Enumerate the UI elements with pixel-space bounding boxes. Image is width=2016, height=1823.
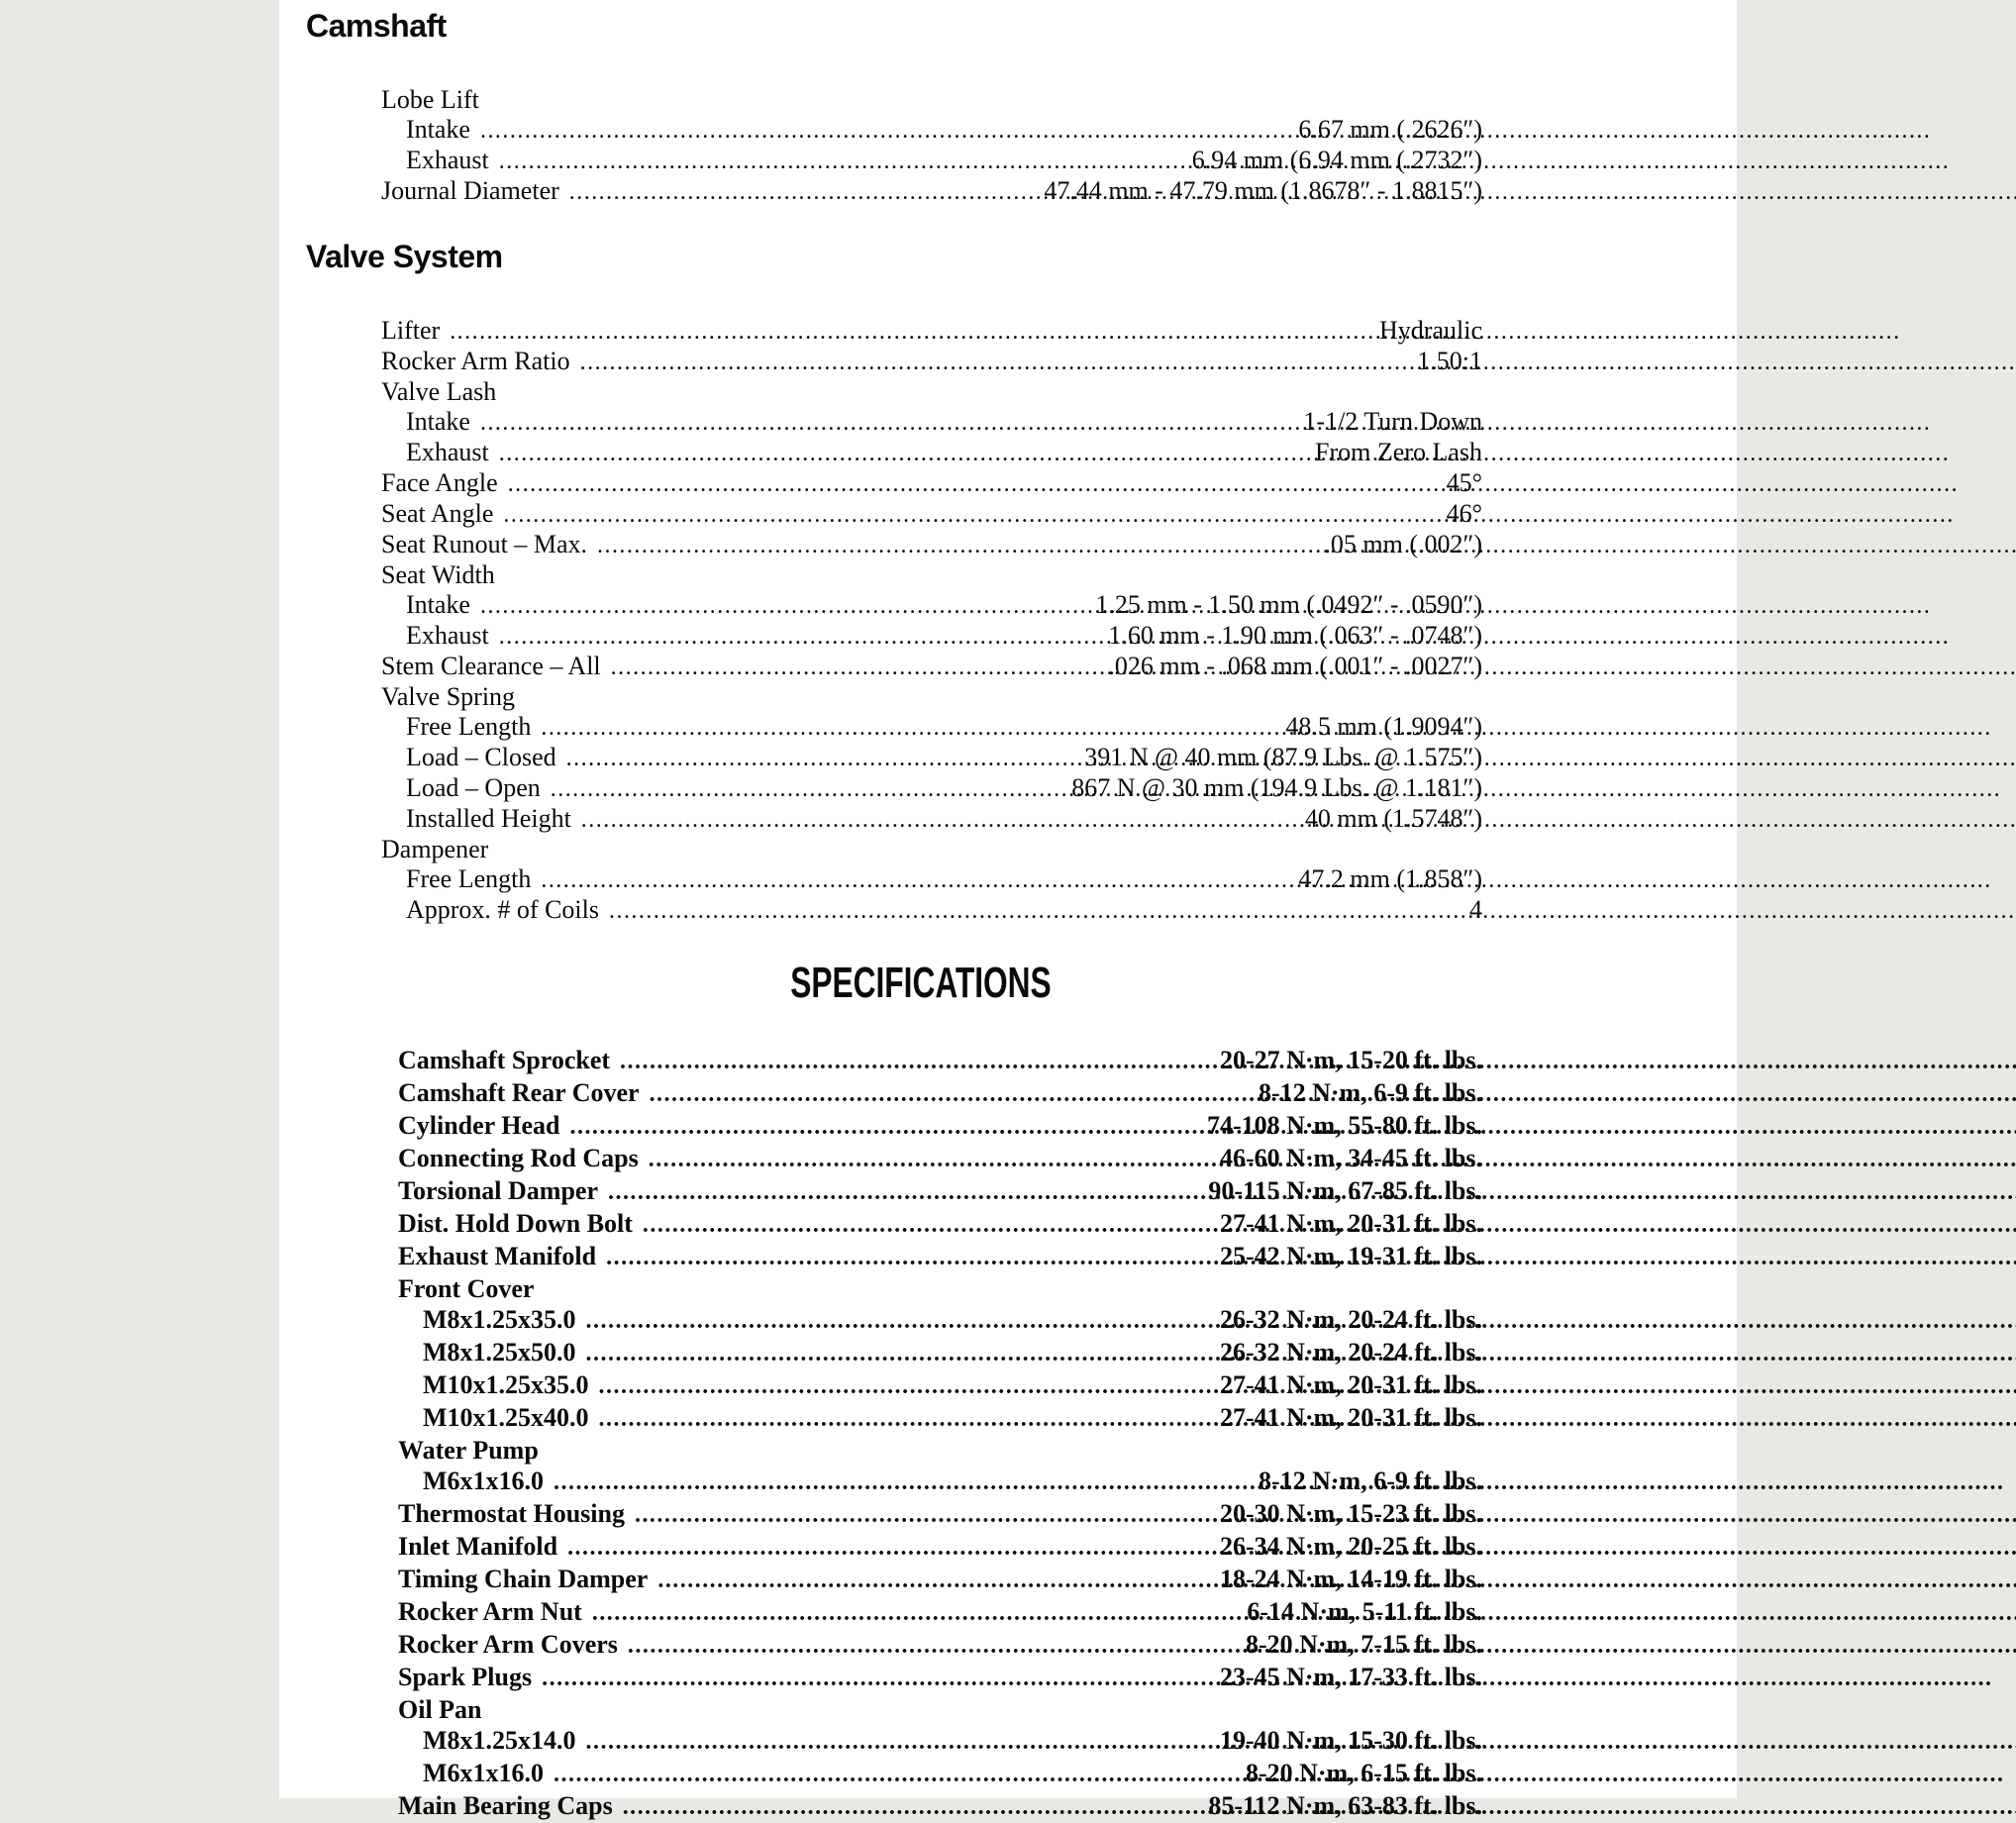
spec-value: 8-20 N·m, 7-15 ft. lbs.: [1245, 1630, 1482, 1659]
spec-row: [381, 115, 1482, 146]
spec-value: 1-1/2 Turn Down: [1303, 407, 1482, 436]
spec-value: 8-12 N·m, 6-9 ft. lbs.: [1258, 1078, 1482, 1107]
spec-value: 85-112 N·m, 63-83 ft. lbs.: [1208, 1791, 1482, 1820]
spec-row: [381, 712, 1482, 743]
spec-row: [398, 1596, 1482, 1629]
spec-label: M8x1.25x35.0: [423, 1305, 576, 1334]
spec-label: Lifter: [381, 316, 441, 345]
spec-label: Dampener: [381, 835, 489, 863]
spec-row: [381, 773, 1482, 804]
spec-row: [398, 1498, 1482, 1531]
spec-row: [381, 85, 1482, 115]
spec-row: [381, 438, 1482, 468]
spec-label: Seat Angle: [381, 499, 494, 528]
spec-label: Water Pump: [398, 1436, 539, 1465]
spec-value: 8-20 N·m, 6-15 ft. lbs.: [1245, 1759, 1482, 1787]
dot-leader: [480, 115, 1290, 146]
spec-row: [398, 1629, 1482, 1662]
spec-label: Installed Height: [406, 804, 571, 833]
spec-label: Camshaft Sprocket: [398, 1046, 611, 1074]
dot-leader: [611, 652, 1101, 682]
spec-value: 8-12 N·m, 6-9 ft. lbs.: [1258, 1467, 1482, 1495]
spec-label: M10x1.25x40.0: [423, 1403, 589, 1432]
spec-row: [398, 1337, 1482, 1369]
spec-row: [381, 176, 1482, 207]
spec-value: 23-45 N·m, 17-33 ft. lbs.: [1219, 1663, 1482, 1691]
spec-value: 27-41 N·m, 20-31 ft. lbs.: [1219, 1370, 1482, 1399]
spec-value: .026 mm - .068 mm (.001″ - .0027″): [1108, 652, 1482, 680]
spec-row: [398, 1175, 1482, 1208]
dot-leader: [499, 146, 1184, 176]
spec-value: 45°: [1446, 468, 1482, 497]
spec-label: Camshaft Rear Cover: [398, 1078, 640, 1107]
spec-label: Exhaust: [406, 146, 489, 174]
spec-label: M8x1.25x50.0: [423, 1338, 576, 1367]
spec-row: [381, 146, 1482, 176]
dot-leader: [635, 1498, 1212, 1531]
spec-row: [398, 1694, 1482, 1725]
spec-value: 27-41 N·m, 20-31 ft. lbs.: [1219, 1209, 1482, 1238]
dot-leader: [554, 1466, 1251, 1498]
spec-label: Timing Chain Damper: [398, 1565, 649, 1593]
spec-value: 19-40 N·m, 15-30 ft. lbs.: [1219, 1726, 1482, 1755]
spec-value: 1.60 mm - 1.90 mm (.063″ - .0748″): [1108, 621, 1482, 650]
spec-label: Valve Spring: [381, 682, 516, 711]
spec-row: [398, 1662, 1482, 1694]
spec-row: [381, 499, 1482, 530]
dot-leader: [599, 1402, 1212, 1435]
spec-row: [381, 864, 1482, 895]
spec-value: 20-27 N·m, 15-20 ft. lbs.: [1219, 1046, 1482, 1074]
specifications-heading-wrap: [279, 959, 1562, 1007]
spec-row: [381, 347, 1482, 377]
spec-label: Free Length: [406, 712, 532, 741]
spec-label: Connecting Rod Caps: [398, 1144, 639, 1172]
spec-row: [381, 743, 1482, 773]
spec-row: [398, 1402, 1482, 1435]
section-heading-camshaft: Camshaft: [306, 8, 447, 44]
spec-label: Approx. # of Coils: [406, 895, 599, 924]
spec-row: [398, 1531, 1482, 1564]
dot-leader: [499, 621, 1101, 652]
spec-value: 6.67 mm (.2626″): [1298, 115, 1482, 144]
spec-label: M8x1.25x14.0: [423, 1726, 576, 1755]
spec-row: [398, 1143, 1482, 1175]
dot-leader: [569, 1110, 1198, 1143]
spec-value: From Zero Lash: [1315, 438, 1482, 466]
spec-value: 90-115 N·m, 67-85 ft. lbs.: [1208, 1176, 1482, 1205]
spec-row: [398, 1435, 1482, 1466]
dot-leader: [606, 1241, 1212, 1273]
dot-leader: [592, 1596, 1240, 1629]
spec-row: [381, 407, 1482, 438]
spec-row: [398, 1208, 1482, 1241]
dot-leader: [599, 1369, 1212, 1402]
dot-leader: [649, 1143, 1212, 1175]
spec-row: [398, 1369, 1482, 1402]
spec-value: 40 mm (1.5748″): [1304, 804, 1482, 833]
dot-leader: [480, 407, 1295, 438]
spec-row: [381, 804, 1482, 835]
dot-leader: [620, 1045, 1212, 1077]
dot-leader: [541, 712, 1277, 743]
spec-label: M6x1x16.0: [423, 1759, 545, 1787]
torque-specifications-list: [398, 1045, 1482, 1823]
spec-label: Exhaust: [406, 438, 489, 466]
spec-value: 1.50:1: [1417, 347, 1482, 375]
spec-label: Load – Open: [406, 773, 541, 802]
spec-label: Exhaust: [406, 621, 489, 650]
spec-value: 26-32 N·m, 20-24 ft. lbs.: [1219, 1338, 1482, 1367]
dot-leader: [569, 176, 1037, 207]
spec-value: 6.94 mm (6.94 mm (.2732″): [1191, 146, 1482, 174]
section-heading-valve-system: Valve System: [306, 239, 503, 274]
spec-label: Thermostat Housing: [398, 1499, 625, 1528]
camshaft-spec-list: [381, 85, 1482, 207]
spec-label: Free Length: [406, 864, 532, 893]
dot-leader: [551, 773, 1063, 804]
spec-label: Intake: [406, 407, 470, 436]
spec-row: [381, 316, 1482, 347]
spec-label: Exhaust Manifold: [398, 1242, 597, 1270]
spec-label: Lobe Lift: [381, 85, 479, 114]
section-heading-specifications: SPECIFICATIONS: [789, 959, 1052, 1007]
spec-label: Rocker Arm Nut: [398, 1597, 582, 1626]
spec-label: Cylinder Head: [398, 1111, 560, 1140]
spec-row: [398, 1466, 1482, 1498]
dot-leader: [657, 1564, 1212, 1596]
dot-leader: [586, 1725, 1212, 1758]
spec-value: 25-42 N·m, 19-31 ft. lbs.: [1219, 1242, 1482, 1270]
spec-row: [398, 1758, 1482, 1790]
dot-leader: [608, 1175, 1200, 1208]
spec-row: [381, 895, 1482, 926]
spec-value: Hydraulic: [1379, 316, 1482, 345]
spec-label: Main Bearing Caps: [398, 1791, 613, 1820]
spec-label: Rocker Arm Covers: [398, 1630, 618, 1659]
dot-leader: [503, 499, 1438, 530]
spec-row: [381, 530, 1482, 560]
spec-row: [381, 652, 1482, 682]
spec-row: [398, 1564, 1482, 1596]
dot-leader: [480, 590, 1087, 621]
spec-label: Inlet Manifold: [398, 1532, 558, 1561]
spec-label: Valve Lash: [381, 377, 497, 406]
spec-row: [398, 1241, 1482, 1273]
dot-leader: [450, 316, 1371, 347]
spec-row: [381, 835, 1482, 864]
dot-leader: [586, 1304, 1212, 1337]
spec-value: 18-24 N·m, 14-19 ft. lbs.: [1219, 1565, 1482, 1593]
spec-value: 391 N @ 40 mm (87.9 Lbs. @ 1.575″): [1084, 743, 1482, 771]
spec-value: 48.5 mm (1.9094″): [1285, 712, 1482, 741]
spec-row: [398, 1110, 1482, 1143]
dot-leader: [567, 1531, 1212, 1564]
dot-leader: [566, 743, 1077, 773]
spec-label: Torsional Damper: [398, 1176, 598, 1205]
dot-leader: [628, 1629, 1238, 1662]
spec-row: [398, 1725, 1482, 1758]
spec-value: 4: [1469, 895, 1482, 924]
dot-leader: [597, 530, 1316, 560]
spec-label: Face Angle: [381, 468, 498, 497]
dot-leader: [623, 1790, 1201, 1823]
spec-value: 47.2 mm (1.858″): [1298, 864, 1482, 893]
spec-value: 47.44 mm - 47.79 mm (1.8678″ - 1.8815″): [1044, 176, 1482, 205]
spec-value: 46°: [1446, 499, 1482, 528]
dot-leader: [541, 864, 1290, 895]
spec-label: M10x1.25x35.0: [423, 1370, 589, 1399]
spec-label: Spark Plugs: [398, 1663, 533, 1691]
dot-leader: [542, 1662, 1212, 1694]
spec-row: [381, 560, 1482, 590]
spec-label: Journal Diameter: [381, 176, 559, 205]
spec-label: Load – Closed: [406, 743, 556, 771]
spec-value: .05 mm (.002″): [1324, 530, 1482, 558]
spec-value: 6-14 N·m, 5-11 ft. lbs.: [1247, 1597, 1482, 1626]
dot-leader: [586, 1337, 1212, 1369]
dot-leader: [499, 438, 1307, 468]
spec-value: 27-41 N·m, 20-31 ft. lbs.: [1219, 1403, 1482, 1432]
spec-value: 26-32 N·m, 20-24 ft. lbs.: [1219, 1305, 1482, 1334]
spec-value: 74-108 N·m, 55-80 ft. lbs.: [1206, 1111, 1482, 1140]
dot-leader: [581, 804, 1297, 835]
spec-label: M6x1x16.0: [423, 1467, 545, 1495]
spec-label: Seat Runout – Max.: [381, 530, 587, 558]
spec-row: [381, 682, 1482, 712]
spec-label: Intake: [406, 590, 470, 619]
spec-row: [398, 1077, 1482, 1110]
spec-value: 46-60 N·m, 34-45 ft. lbs.: [1219, 1144, 1482, 1172]
spec-label: Intake: [406, 115, 470, 144]
dot-leader: [650, 1077, 1251, 1110]
dot-leader: [643, 1208, 1212, 1241]
scanned-spec-page: [279, 0, 1737, 1820]
spec-label: Dist. Hold Down Bolt: [398, 1209, 633, 1238]
spec-row: [381, 590, 1482, 621]
spec-label: Front Cover: [398, 1274, 535, 1303]
dot-leader: [609, 895, 1462, 926]
spec-label: Rocker Arm Ratio: [381, 347, 570, 375]
spec-row: [398, 1304, 1482, 1337]
dot-leader: [554, 1758, 1238, 1790]
valve-system-spec-list: [381, 316, 1482, 926]
spec-label: Seat Width: [381, 560, 495, 589]
spec-row: [381, 377, 1482, 407]
spec-row: [398, 1273, 1482, 1304]
spec-row: [398, 1045, 1482, 1077]
dot-leader: [508, 468, 1439, 499]
spec-value: 20-30 N·m, 15-23 ft. lbs.: [1219, 1499, 1482, 1528]
spec-row: [381, 621, 1482, 652]
spec-value: 26-34 N·m, 20-25 ft. lbs.: [1219, 1532, 1482, 1561]
spec-label: Stem Clearance – All: [381, 652, 601, 680]
dot-leader: [580, 347, 1410, 377]
spec-row: [398, 1790, 1482, 1823]
spec-label: Oil Pan: [398, 1695, 482, 1724]
spec-value: 1.25 mm - 1.50 mm (.0492″ - .0590″): [1095, 590, 1482, 619]
spec-row: [381, 468, 1482, 499]
spec-value: 867 N @ 30 mm (194.9 Lbs. @ 1.181″): [1071, 773, 1482, 802]
